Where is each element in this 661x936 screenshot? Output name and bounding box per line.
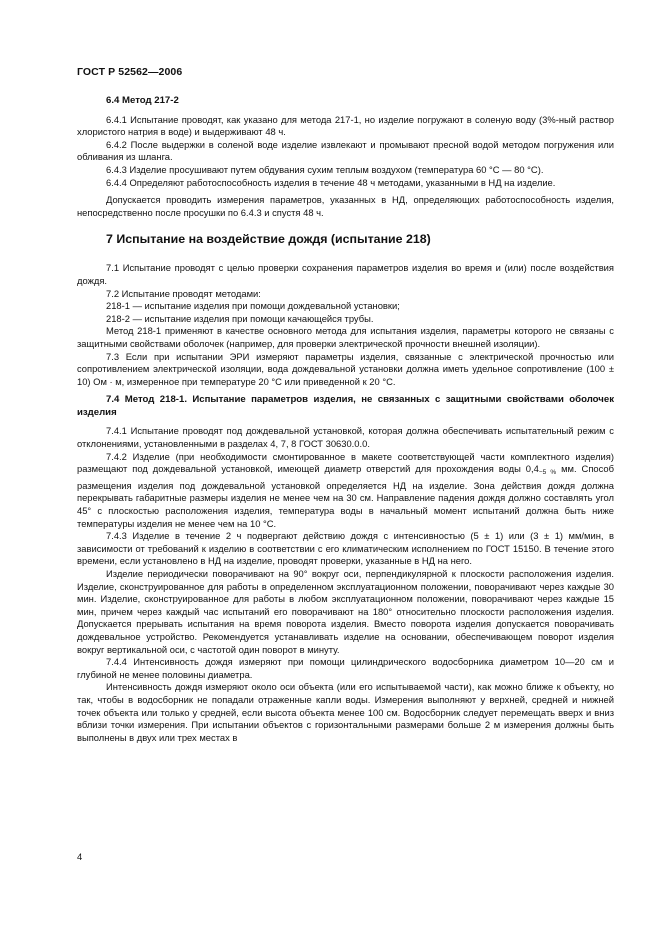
paragraph-7-4-4: 7.4.4 Интенсивность дождя измеряют при помощи цилиндрического водосборника диаметром 10—20 см и глубиной не менее половины диаметра.: [77, 656, 614, 680]
paragraph-7-4-4-measurement: Интенсивность дождя измеряют около оси объекта (или его испытываемой части), как можно ближе к объекту, но так, чтобы в водосборник не попадали отраженные капли воды. Измерения выполняют у верхней, средней и нижней точек объекта или только у средней, если высота объекта менее 100 см. Водосборник следует перемещать вверх и вниз вблизи точки измерения. При испытании объектов с горизонтальными размерами больше 2 м измерения должны быть выполнены в двух или трех местах в: [77, 681, 614, 743]
paragraph-7-3: 7.3 Если при испытании ЭРИ измеряют параметры изделия, связанные с электрической прочностью или сопротивлением электрической изоляции, вода дождевальной установки должна иметь удельное сопротивление (100 ± 10) Ом · м, измеренное при температуре 20 °С или приведенной к 20 °С.: [77, 350, 614, 387]
paragraph-7-4-1: 7.4.1 Испытание проводят под дождевальной установкой, которая должна обеспечивать испытательный режим с отклонениями, установленными в разделах 4, 7, 8 ГОСТ 30630.0.0.: [77, 425, 614, 450]
paragraph-7-1: 7.1 Испытание проводят с целью проверки сохранения параметров изделия во время и (или) после воздействия дождя.: [77, 262, 614, 286]
paragraph-7-4-2-part-a: 7.4.2 Изделие (при необходимости смонтированное в макете соответствующей части комплектного изделия) размещают под дождевальной установкой, имеющей диаметр отверстий для прохождения воды 0,4: [77, 450, 614, 475]
chapter-heading-7: 7 Испытание на воздействие дождя (испытание 218): [106, 232, 431, 247]
section-heading-6-4: 6.4 Метод 217-2: [106, 95, 179, 106]
paragraph-7-4-2: [77, 451, 614, 531]
paragraph-6-4-note: Допускается проводить измерения параметров, указанных в НД, определяющих работоспособность изделия, непосредственно после просушки по 6.4.3 и спустя 48 ч.: [77, 194, 614, 218]
document-header: ГОСТ Р 52562—2006: [77, 66, 183, 78]
tolerance-subscript: −5 %: [538, 469, 557, 477]
paragraph-7-4-3: 7.4.3 Изделие в течение 2 ч подвергают действию дождя с интенсивностью (5 ± 1) или (3 ± 1) мм/мин, в зависимости от требований к изделию в соответствии с его климатическим исполнением по ГОСТ 15150. В течение этого времени, если установлено в НД на изделие, проводят проверки, указанные в НД на него.: [77, 530, 614, 567]
paragraph-7-2-method-1: 218-1 — испытание изделия при помощи дождевальной установки;: [106, 300, 400, 312]
document-body: [77, 95, 614, 744]
page-number: 4: [77, 851, 83, 862]
paragraph-6-4-4: 6.4.4 Определяют работоспособность изделия в течение 48 ч методами, указанными в НД на изделие.: [106, 176, 556, 188]
paragraph-7-4-2-part-b: мм. Способ размещения изделия под дождевальной установкой определяется НД на изделие. Зона действия дождя должна перекрывать габаритные размеры изделия не менее чем на 30 см. Направление падения дождя должно составлять угол 45° с плоскостью расположения изделия, температура воды в начальный момент испытаний должна быть ниже температуры изделия не менее чем на 10 °С.: [77, 463, 614, 529]
paragraph-7-2: 7.2 Испытание проводят методами:: [106, 287, 261, 299]
paragraph-7-2-note: Метод 218-1 применяют в качестве основного метода для испытания изделия, параметры которого не связаны с защитными свойствами оболочек (например, для проверки электрической прочности внешней изоляции).: [77, 325, 614, 349]
paragraph-6-4-1: 6.4.1 Испытание проводят, как указано для метода 217-1, но изделие погружают в соленую воду (3%-ный раствор хлористого натрия в воде) и выдерживают 48 ч.: [77, 113, 614, 138]
paragraph-6-4-3: 6.4.3 Изделие просушивают путем обдувания сухим теплым воздухом (температура 60 °С — 80 °С).: [106, 163, 544, 175]
paragraph-6-4-2: 6.4.2 После выдержки в соленой воде изделие извлекают и промывают пресной водой методом погружения или обливания из шланга.: [77, 138, 614, 163]
section-heading-7-4: 7.4 Метод 218-1. Испытание параметров изделия, не связанных с защитными свойствами оболочек изделия: [77, 394, 614, 418]
paragraph-7-2-method-2: 218-2 — испытание изделия при помощи качающейся трубы.: [106, 312, 374, 324]
paragraph-7-4-3-rotation: Изделие периодически поворачивают на 90° вокруг оси, перпендикулярной к плоскости расположения изделия. Изделие, сконструированное для работы в определенном эксплуатационном положении, поворачивают через каждые 30 мин. Изделие, сконструированное для работы в любом эксплуатационном положении, поворачивают через каждые 15 мин, причем через каждый час испытаний его поворачивают на 180° относительно плоскости расположения изделия. Допускается прерывать испытания на время поворота изделия. Вместо поворота изделия допускается поворачивать дождевальное устройство. Рекомендуется устанавливать изделие на основании, обеспечивающем поворот изделия вокруг вертикальной оси, с частотой один поворот в минуту.: [77, 568, 614, 655]
